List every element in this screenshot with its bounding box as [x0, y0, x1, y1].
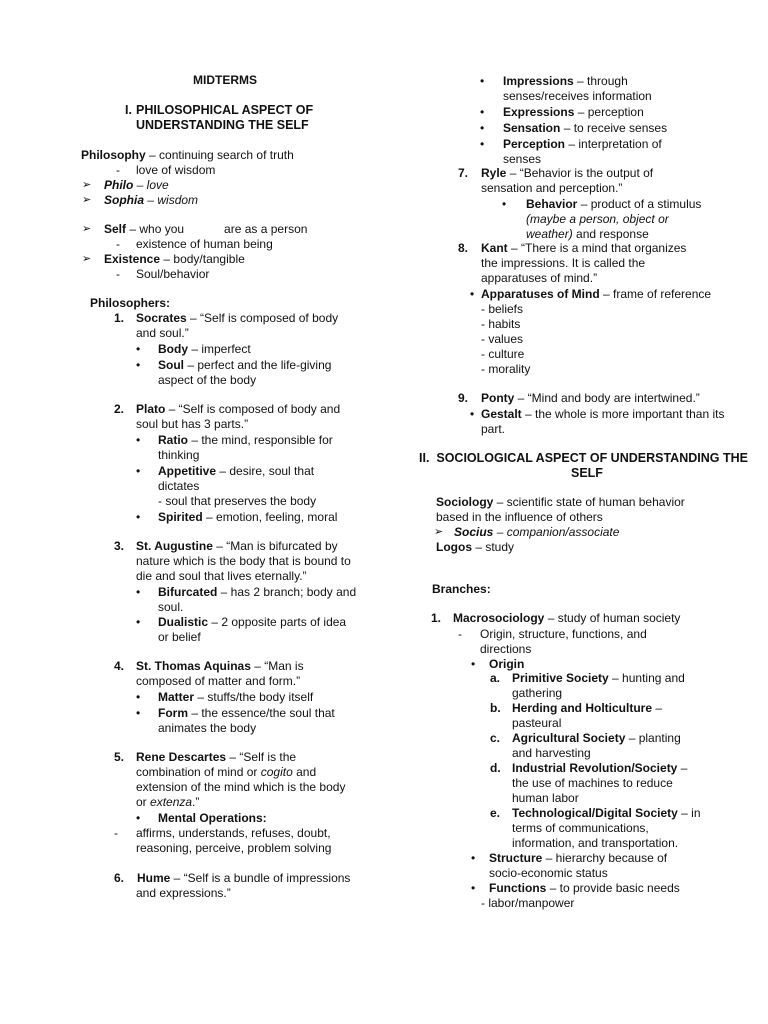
- philosophy-sub: love of wisdom: [136, 163, 216, 177]
- socius-definition: Socius – companion/associate: [454, 525, 620, 539]
- technological-cont: terms of communications,: [512, 821, 649, 835]
- bullet-icon: •: [470, 287, 475, 301]
- apparatuses-definition: Apparatuses of Mind – frame of reference: [481, 287, 712, 301]
- hume-entry: Hume – “Self is a bundle of impressions: [137, 871, 351, 885]
- list-letter: d.: [490, 761, 501, 775]
- agricultural-definition: Agricultural Society – planting: [512, 731, 681, 745]
- bullet-icon: •: [136, 464, 141, 478]
- form-definition: Form – the essence/the soul that: [158, 706, 335, 720]
- bullet-icon: •: [471, 657, 476, 671]
- behavior-definition-cont2: weather) and response: [526, 227, 649, 241]
- section-2-title-line1: II. SOCIOLOGICAL ASPECT OF UNDERSTANDING THE: [419, 451, 748, 465]
- branches-heading: Branches:: [432, 582, 491, 596]
- list-item: - morality: [481, 362, 531, 376]
- philo-definition: Philo – love: [104, 178, 169, 192]
- list-number: 5.: [114, 750, 125, 764]
- bullet-icon: •: [136, 615, 141, 629]
- perception-definition-cont: senses: [503, 152, 542, 166]
- body-definition: Body – imperfect: [158, 342, 251, 356]
- arrow-icon: ➢: [434, 526, 444, 538]
- list-letter: a.: [490, 671, 501, 685]
- dualistic-definition: Dualistic – 2 opposite parts of idea: [158, 615, 347, 629]
- ryle-entry: Ryle – “Behavior is the output of: [481, 166, 654, 180]
- arrow-icon: ➢: [82, 194, 92, 206]
- dash-marker: -: [458, 627, 462, 641]
- dash-marker: -: [116, 163, 120, 177]
- functions-definition: Functions – to provide basic needs: [489, 881, 680, 895]
- behavior-definition-cont: (maybe a person, object or: [526, 212, 669, 226]
- bullet-icon: •: [502, 197, 507, 211]
- structure-cont: socio-economic status: [489, 866, 608, 880]
- spirited-definition: Spirited – emotion, feeling, moral: [158, 510, 338, 524]
- list-number: 8.: [458, 241, 469, 255]
- mental-operations-list: affirms, understands, refuses, doubt,: [136, 826, 331, 840]
- soul-definition: Soul – perfect and the life-giving: [158, 358, 332, 372]
- functions-sub: - labor/manpower: [481, 896, 575, 910]
- kant-entry: Kant – “There is a mind that organizes: [481, 241, 687, 255]
- ponty-entry: Ponty – “Mind and body are intertwined.”: [481, 391, 700, 405]
- dash-marker: -: [114, 826, 118, 840]
- section-1-title-line2: UNDERSTANDING THE SELF: [136, 118, 309, 132]
- arrow-icon: ➢: [82, 179, 92, 191]
- sophia-definition: Sophia – wisdom: [104, 193, 199, 207]
- socrates-quote-cont: and soul.”: [136, 326, 189, 340]
- soul-definition-cont: aspect of the body: [158, 373, 257, 387]
- appetitive-definition-cont2: - soul that preserves the body: [158, 494, 317, 508]
- philosophers-heading: Philosophers:: [90, 296, 171, 310]
- primitive-society-cont: gathering: [512, 686, 563, 700]
- industrial-definition: Industrial Revolution/Society –: [512, 761, 688, 775]
- macrosociology-sub: Origin, structure, functions, and: [480, 627, 647, 641]
- bullet-icon: •: [136, 358, 141, 372]
- aquinas-quote-cont: composed of matter and form.”: [136, 674, 301, 688]
- bullet-icon: •: [136, 690, 141, 704]
- bullet-icon: •: [136, 706, 141, 720]
- dualistic-definition-cont: or belief: [158, 630, 201, 644]
- bullet-icon: •: [136, 510, 141, 524]
- gestalt-definition: Gestalt – the whole is more important than its: [481, 407, 725, 421]
- list-number: 1.: [431, 611, 442, 625]
- bullet-icon: •: [136, 342, 141, 356]
- logos-definition: Logos – study: [436, 540, 515, 554]
- industrial-cont2: human labor: [512, 791, 579, 805]
- agricultural-cont: and harvesting: [512, 746, 591, 760]
- list-number: 4.: [114, 659, 125, 673]
- bifurcated-definition: Bifurcated – has 2 branch; body and: [158, 585, 357, 599]
- augustine-entry: St. Augustine – “Man is bifurcated by: [136, 539, 338, 553]
- origin-heading: Origin: [489, 657, 525, 671]
- expressions-definition: Expressions – perception: [503, 105, 644, 119]
- list-item: - beliefs: [481, 302, 524, 316]
- sociology-definition: Sociology – scientific state of human behavior: [436, 495, 685, 509]
- sociology-definition-cont: based in the influence of others: [436, 510, 603, 524]
- gestalt-definition-cont: part.: [481, 422, 506, 436]
- bullet-icon: •: [471, 881, 476, 895]
- herding-cont: pasteural: [512, 716, 562, 730]
- arrow-icon: ➢: [82, 223, 92, 235]
- macrosociology-sub-cont: directions: [480, 642, 532, 656]
- descartes-entry: Rene Descartes – “Self is the: [136, 750, 297, 764]
- impressions-definition-cont: senses/receives information: [503, 89, 652, 103]
- list-number: 9.: [458, 391, 469, 405]
- hume-quote-cont: and expressions.”: [136, 886, 231, 900]
- bullet-icon: •: [136, 585, 141, 599]
- list-number: 6.: [114, 871, 125, 885]
- self-definition: Self – who you are as a person: [104, 222, 308, 236]
- list-letter: e.: [490, 806, 501, 820]
- list-letter: c.: [490, 731, 501, 745]
- mental-operations-list-cont: reasoning, perceive, problem solving: [136, 841, 332, 855]
- primitive-society-definition: Primitive Society – hunting and: [512, 671, 685, 685]
- existence-definition: Existence – body/tangible: [104, 252, 245, 266]
- sensation-definition: Sensation – to receive senses: [503, 121, 668, 135]
- list-number: 3.: [114, 539, 125, 553]
- descartes-quote-cont2: extension of the mind which is the body: [136, 780, 346, 794]
- dash-marker: -: [116, 237, 120, 251]
- ratio-definition: Ratio – the mind, responsible for: [158, 433, 333, 447]
- bullet-icon: •: [480, 121, 485, 135]
- bullet-icon: •: [480, 137, 485, 151]
- arrow-icon: ➢: [82, 253, 92, 265]
- philosophy-definition: Philosophy – continuing search of truth: [81, 148, 294, 162]
- appetitive-definition-cont: dictates: [158, 479, 200, 493]
- matter-definition: Matter – stuffs/the body itself: [158, 690, 314, 704]
- existence-sub: Soul/behavior: [136, 267, 210, 281]
- augustine-quote-cont2: die and soul that lives eternally.”: [136, 569, 307, 583]
- descartes-quote-cont3: or extenza.”: [136, 795, 200, 809]
- bullet-icon: •: [136, 811, 141, 825]
- list-item: - habits: [481, 317, 521, 331]
- perception-definition: Perception – interpretation of: [503, 137, 662, 151]
- bullet-icon: •: [480, 74, 485, 88]
- bullet-icon: •: [471, 851, 476, 865]
- section-1-title-line1: PHILOSOPHICAL ASPECT OF: [136, 103, 314, 117]
- socrates-entry: Socrates – “Self is composed of body: [136, 311, 339, 325]
- technological-cont2: information, and transportation.: [512, 836, 679, 850]
- aquinas-entry: St. Thomas Aquinas – “Man is: [136, 659, 304, 673]
- bullet-icon: •: [480, 105, 485, 119]
- ratio-definition-cont: thinking: [158, 448, 200, 462]
- behavior-definition: Behavior – product of a stimulus: [526, 197, 702, 211]
- section-1-number: I.: [125, 103, 132, 117]
- list-number: 7.: [458, 166, 469, 180]
- list-letter: b.: [490, 701, 501, 715]
- augustine-quote-cont: nature which is the body that is bound to: [136, 554, 351, 568]
- kant-quote-cont2: apparatuses of mind.”: [481, 271, 598, 285]
- appetitive-definition: Appetitive – desire, soul that: [158, 464, 315, 478]
- document-title: MIDTERMS: [193, 73, 257, 87]
- kant-quote-cont: the impressions. It is called the: [481, 256, 646, 270]
- self-sub: existence of human being: [136, 237, 273, 251]
- plato-quote-cont: soul but has 3 parts.”: [136, 417, 249, 431]
- bifurcated-definition-cont: soul.: [158, 600, 184, 614]
- herding-definition: Herding and Holticulture –: [512, 701, 663, 715]
- bullet-icon: •: [136, 433, 141, 447]
- technological-definition: Technological/Digital Society – in: [512, 806, 701, 820]
- plato-entry: Plato – “Self is composed of body and: [136, 402, 341, 416]
- structure-definition: Structure – hierarchy because of: [489, 851, 668, 865]
- section-2-title-line2: SELF: [571, 466, 603, 480]
- form-definition-cont: animates the body: [158, 721, 257, 735]
- impressions-definition: Impressions – through: [503, 74, 628, 88]
- list-item: - culture: [481, 347, 525, 361]
- list-item: - values: [481, 332, 524, 346]
- dash-marker: -: [116, 267, 120, 281]
- mental-operations-heading: Mental Operations:: [158, 811, 267, 825]
- macrosociology-definition: Macrosociology – study of human society: [453, 611, 681, 625]
- industrial-cont: the use of machines to reduce: [512, 776, 673, 790]
- bullet-icon: •: [470, 407, 475, 421]
- descartes-quote-cont: combination of mind or cogito and: [136, 765, 317, 779]
- list-number: 1.: [114, 311, 125, 325]
- ryle-quote-cont: sensation and perception.”: [481, 181, 623, 195]
- list-number: 2.: [114, 402, 125, 416]
